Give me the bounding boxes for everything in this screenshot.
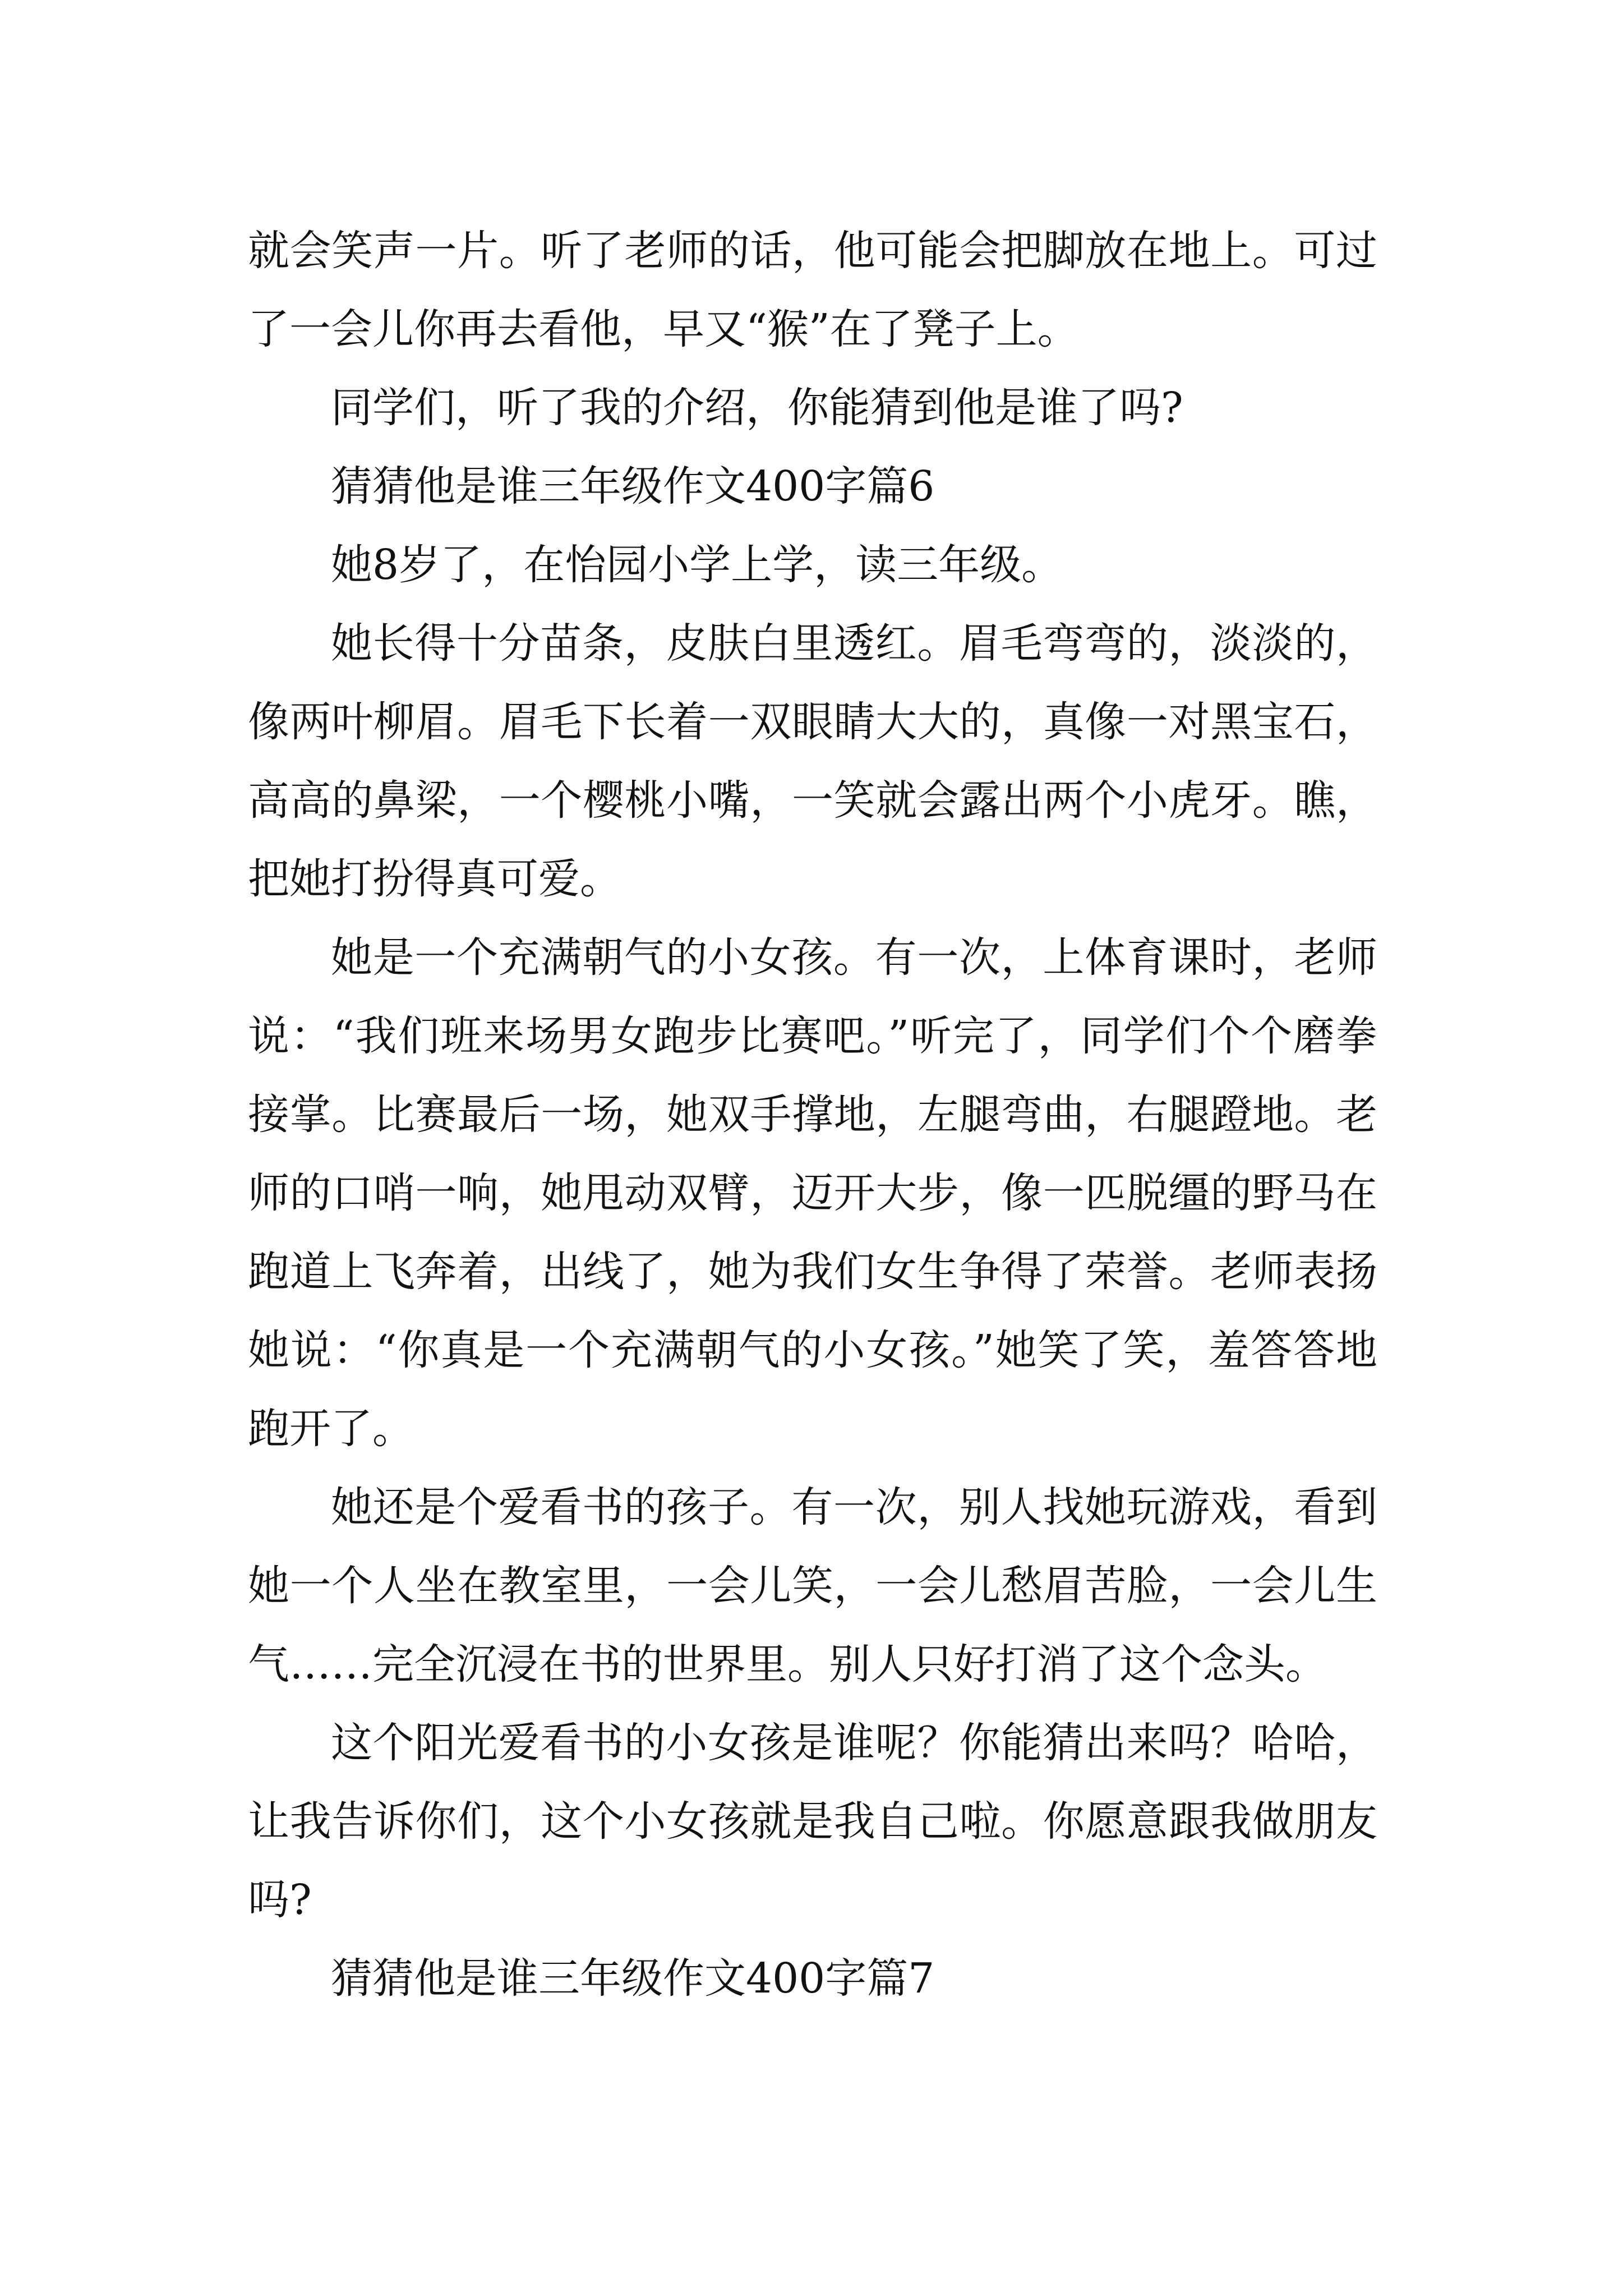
paragraph-reveal: 这个阳光爱看书的小女孩是谁呢？你能猜出来吗？哈哈，让我告诉你们，这个小女孩就是我自己啦。你愿意跟我做朋友吗? bbox=[248, 1719, 1377, 1924]
section-heading-7: 猜猜他是谁三年级作文400字篇7 bbox=[331, 1954, 935, 2003]
paragraph-intro: 她8岁了，在怡园小学上学，读三年级。 bbox=[331, 541, 1063, 589]
paragraph-continued: 就会笑声一片。听了老师的话，他可能会把脚放在地上。可过了一会儿你再去看他，早又“猴”在了凳子上。 bbox=[248, 227, 1377, 353]
section-heading-6: 猜猜他是谁三年级作文400字篇6 bbox=[331, 462, 935, 510]
paragraph-question: 同学们，听了我的介绍，你能猜到他是谁了吗? bbox=[331, 384, 1183, 432]
paragraph-appearance: 她长得十分苗条，皮肤白里透红。眉毛弯弯的，淡淡的，像两叶柳眉。眉毛下长着一双眼睛大大的，真像一对黑宝石，高高的鼻梁，一个樱桃小嘴，一笑就会露出两个小虎牙。瞧，把她打扮得真可爱。 bbox=[248, 619, 1377, 903]
paragraph-reading: 她还是个爱看书的孩子。有一次，别人找她玩游戏，看到她一个人坐在教室里，一会儿笑，一会儿愁眉苦脸，一会儿生气……完全沉浸在书的世界里。别人只好打消了这个念头。 bbox=[248, 1483, 1377, 1688]
document-body bbox=[248, 211, 1377, 2018]
paragraph-race: 她是一个充满朝气的小女孩。有一次，上体育课时，老师说：“我们班来场男女跑步比赛吧。”听完了，同学们个个磨拳接掌。比赛最后一场，她双手撑地，左腿弯曲，右腿蹬地。老师的口哨一响，她甩动双臂，迈开大步，像一匹脱缰的野马在跑道上飞奔着，出线了，她为我们女生争得了荣誉。老师表扬她说：“你真是一个充满朝气的小女孩。”她笑了笑，羞答答地跑开了。 bbox=[248, 933, 1377, 1453]
